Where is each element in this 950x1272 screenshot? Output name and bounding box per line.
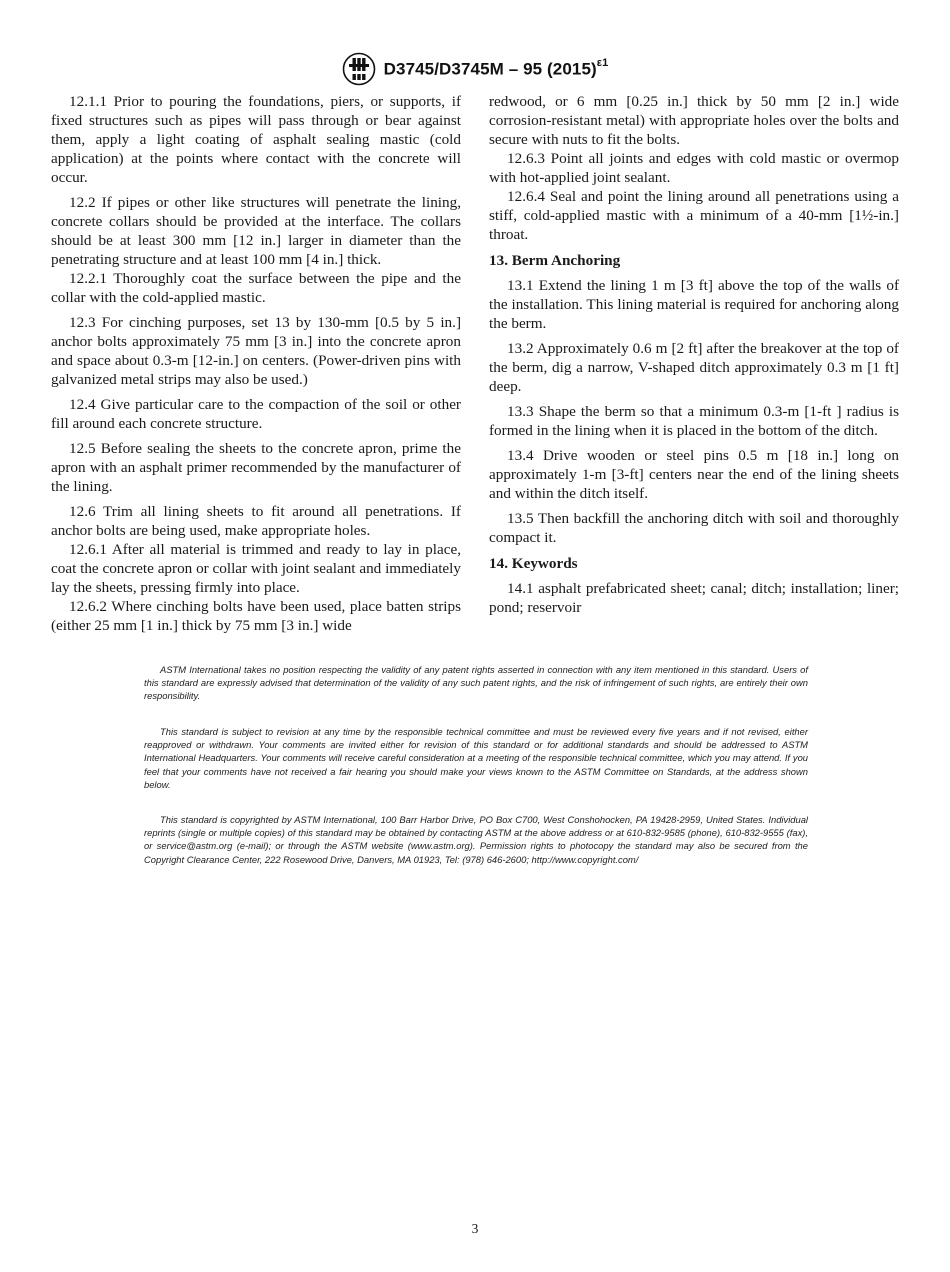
patent-notice: ASTM International takes no position respecting the validity of any patent rights asserted in connection with any item mentioned in this standard. Users of this standard are expressly advised that determination of the validity of any such patent rights, and the risk of infringement of such rights, are entirely their own responsibility.: [144, 664, 808, 702]
paragraph-14-1: 14.1 asphalt prefabricated sheet; canal; ditch; installation; liner; pond; reservoir: [489, 580, 899, 616]
paragraph-13-4: 13.4 Drive wooden or steel pins 0.5 m [18 in.] long on approximately 1-m [3-ft] centers near the end of the lining sheets and within the ditch itself.: [489, 447, 899, 502]
paragraph-12-1-1: 12.1.1 Prior to pouring the foundations, piers, or supports, if fixed structures such as pipes will pass through or bear against them, apply a light coating of asphalt sealing mastic (cold application) at the points where contact with the concrete will occur.: [51, 93, 461, 186]
paragraph-12-6-4: 12.6.4 Seal and point the lining around all penetrations using a stiff, cold-applied mastic with a minimum of a 40-mm [1½-in.] throat.: [489, 188, 899, 243]
editorial-superscript: ε1: [596, 56, 609, 69]
paragraph-13-1: 13.1 Extend the lining 1 m [3 ft] above the top of the walls of the installation. This lining material is required for anchoring along the berm.: [489, 277, 899, 332]
right-column: [489, 92, 899, 617]
paragraph-12-6-3: 12.6.3 Point all joints and edges with cold mastic or overmop with hot-applied joint sealant.: [489, 150, 899, 186]
page-header: [0, 52, 950, 86]
paragraph-12-6-2: 12.6.2 Where cinching bolts have been used, place batten strips (either 25 mm [1 in.] thick by 75 mm [3 in.] wide: [51, 598, 461, 634]
astm-logo-icon: [342, 52, 376, 86]
revision-notice: This standard is subject to revision at any time by the responsible technical committee and must be reviewed every five years and if not revised, either reapproved or withdrawn. Your comments are invited either for revision of this standard or for additional standards and should be addressed to ASTM International Headquarters. Your comments will receive careful consideration at a meeting of the responsible technical committee, which you may attend. If you feel that your comments have not received a fair hearing you should make your views known to the ASTM Committee on Standards, at the address shown below.: [144, 726, 808, 790]
paragraph-13-2: 13.2 Approximately 0.6 m [2 ft] after the breakover at the top of the berm, dig a narrow, V-shaped ditch approximately 0.3 m [1 ft] deep.: [489, 340, 899, 395]
copyright-notice: This standard is copyrighted by ASTM International, 100 Barr Harbor Drive, PO Box C700, West Conshohocken, PA 19428-2959, United States. Individual reprints (single or multiple copies) of this standard may be obtained by contacting ASTM at the above address or at 610-832-9585 (phone), 610-832-9555 (fax), or service@astm.org (e-mail); or through the ASTM website (www.astm.org). Permission rights to photocopy the standard may also be secured from the Copyright Clearance Center, 222 Rosewood Drive, Danvers, MA 01923, Tel: (978) 646-2600; http://www.copyright.com/: [144, 814, 808, 865]
paragraph-12-6: 12.6 Trim all lining sheets to fit around all penetrations. If anchor bolts are being used, make appropriate holes.: [51, 503, 461, 539]
left-column: [51, 92, 461, 635]
paragraph-12-5: 12.5 Before sealing the sheets to the concrete apron, prime the apron with an asphalt primer recommended by the manufacturer of the lining.: [51, 440, 461, 495]
paragraph-12-3: 12.3 For cinching purposes, set 13 by 130-mm [0.5 by 5 in.] anchor bolts approximately 75 mm [3 in.] into the concrete apron and space about 0.3-m [12-in.] on centers. (Power-driven pins with galvanized metal strips may also be used.): [51, 314, 461, 388]
paragraph-13-3: 13.3 Shape the berm so that a minimum 0.3-m [1-ft ] radius is formed in the lining when it is placed in the bottom of the ditch.: [489, 403, 899, 439]
section-14-heading: 14. Keywords: [489, 555, 578, 572]
paragraph-12-6-1: 12.6.1 After all material is trimmed and ready to lay in place, coat the concrete apron or collar with joint sealant and immediately lay the sheets, pressing firmly into place.: [51, 541, 461, 596]
paragraph-12-6-2-continued: redwood, or 6 mm [0.25 in.] thick by 50 mm [2 in.] wide corrosion-resistant metal) with appropriate holes over the bolts and secure with nuts to fit the bolts.: [489, 93, 899, 148]
standard-designation: D3745/D3745M – 95 $(2015)^{\varepsilon 1}$: [383, 56, 609, 79]
paragraph-12-2-1: 12.2.1 Thoroughly coat the surface between the pipe and the collar with the cold-applied mastic.: [51, 270, 461, 306]
paragraph-12-4: 12.4 Give particular care to the compaction of the soil or other fill around each concrete structure.: [51, 396, 461, 432]
paragraph-13-5: 13.5 Then backfill the anchoring ditch with soil and thoroughly compact it.: [489, 510, 899, 546]
page-number: 3: [471, 1221, 479, 1236]
section-13-heading: 13. Berm Anchoring: [489, 252, 621, 269]
paragraph-12-2: 12.2 If pipes or other like structures will penetrate the lining, concrete collars should be provided at the interface. The collars should be at least 300 mm [12 in.] larger in diameter than the penetrating structure and at least 100 mm [4 in.] thick.: [51, 194, 461, 268]
